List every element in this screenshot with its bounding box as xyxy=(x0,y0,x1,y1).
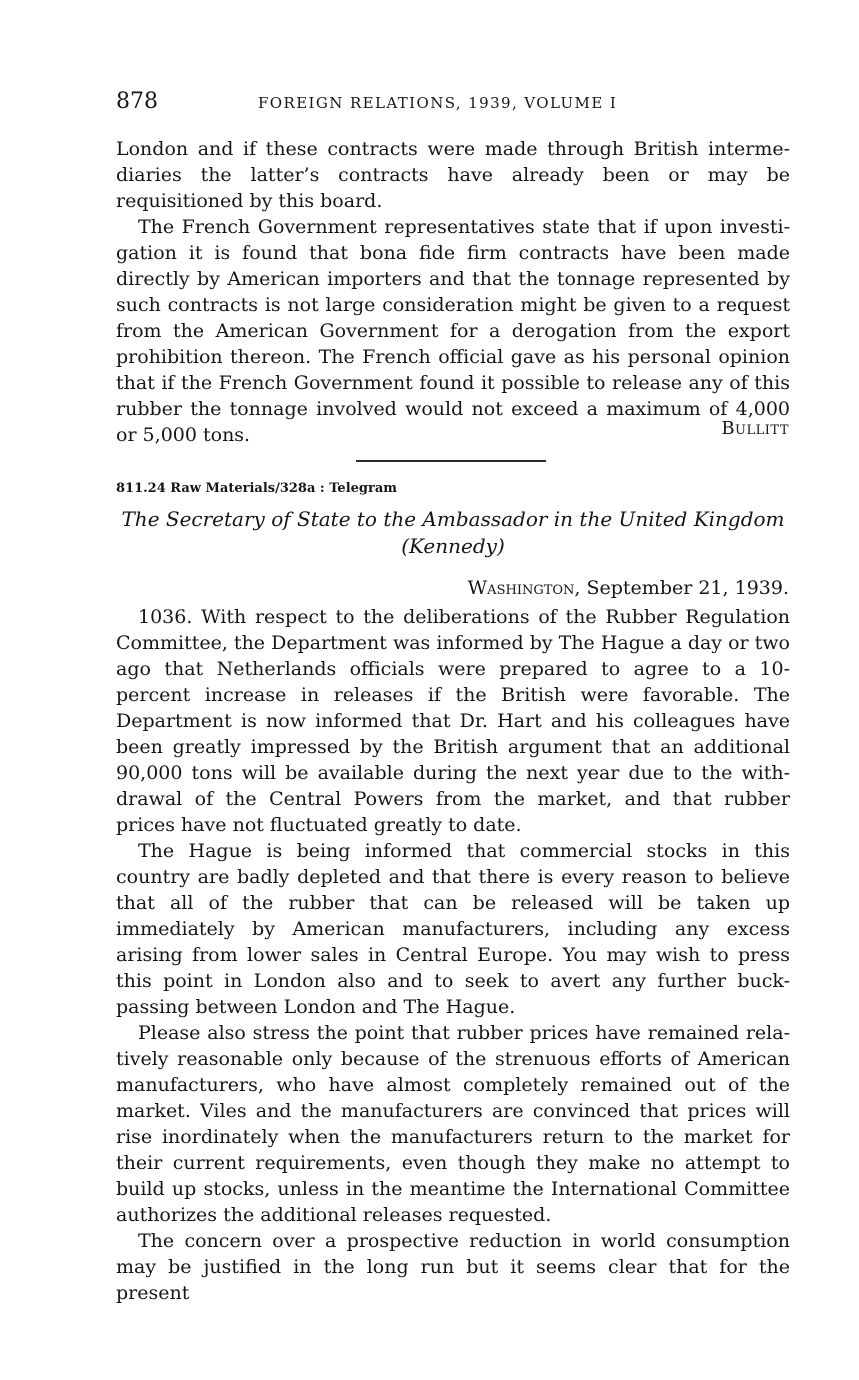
dateline-place: Washington xyxy=(467,577,575,599)
file-reference: 811.24 Raw Materials/328a : Telegram xyxy=(116,481,398,496)
body-paragraph: 1036. With respect to the deliberations of the Rubber Regulation Committee, the Department was informed by The Hague a day or two ago that Netherlands officials were prepared to agree to a 10-percent increase in releases if the British were favorable. The Department is now informed that Dr. Hart and his colleagues have been greatly impressed by the British argument that an additional 90,000 tons will be available during the next year due to the withdrawal of the Central Powers from the market, and that rubber prices have not fluctuated greatly to date. xyxy=(116,606,790,836)
page-number: 878 xyxy=(116,89,158,114)
document-title-line: The Secretary of State to the Ambassador in the United Kingdom xyxy=(121,507,785,531)
continuation-paragraph: London and if these contracts were made through British intermediaries the latter’s contracts have already been or may be requisitioned by this board. xyxy=(116,138,790,212)
page-header xyxy=(116,88,790,118)
dateline-date: , September 21, 1939. xyxy=(574,577,789,599)
dateline xyxy=(468,575,789,601)
body-paragraph: The concern over a prospective reduction in world consumption may be justified in the long run but it seems clear that for the present xyxy=(116,1230,790,1304)
body-paragraph: Please also stress the point that rubber prices have remained relatively reasonable only because of the strenuous efforts of American manufacturers, who have almost completely remained out of the market. Viles and the manufacturers are convinced that prices will rise inordinately when the manufacturers return to the market for their current requirements, even though they make no attempt to build up stocks, unless in the meantime the International Committee authorizes the additional releases requested. xyxy=(116,1022,790,1226)
section-divider xyxy=(356,460,546,462)
continuation-paragraph: The French Government representatives state that if upon investigation it is found that bona fide firm contracts have been made directly by American importers and that the tonnage represented by such contracts is not large consideration might be given to a request from the American Government for a derogation from the export prohibition thereon. The French official gave as his personal opinion that if the French Government found it possible to release any of this rubber the tonnage involved would not exceed a maximum of 4,000 or 5,000 tons. xyxy=(116,216,790,446)
running-title: FOREIGN RELATIONS, 1939, VOLUME I xyxy=(258,94,618,112)
signature: Bullitt xyxy=(721,418,789,439)
continuation-text xyxy=(116,136,790,448)
body-paragraph: The Hague is being informed that commercial stocks in this country are badly depleted and that there is every reason to believe that all of the rubber that can be released will be taken up immediately by American manufacturers, including any excess arising from lower sales in Central Europe. You may wish to press this point in London also and to seek to avert any further buck-passing between London and The Hague. xyxy=(116,840,790,1018)
telegram-body xyxy=(116,604,790,1306)
document-title-line: (Kennedy) xyxy=(401,534,505,558)
document-title xyxy=(116,506,790,560)
